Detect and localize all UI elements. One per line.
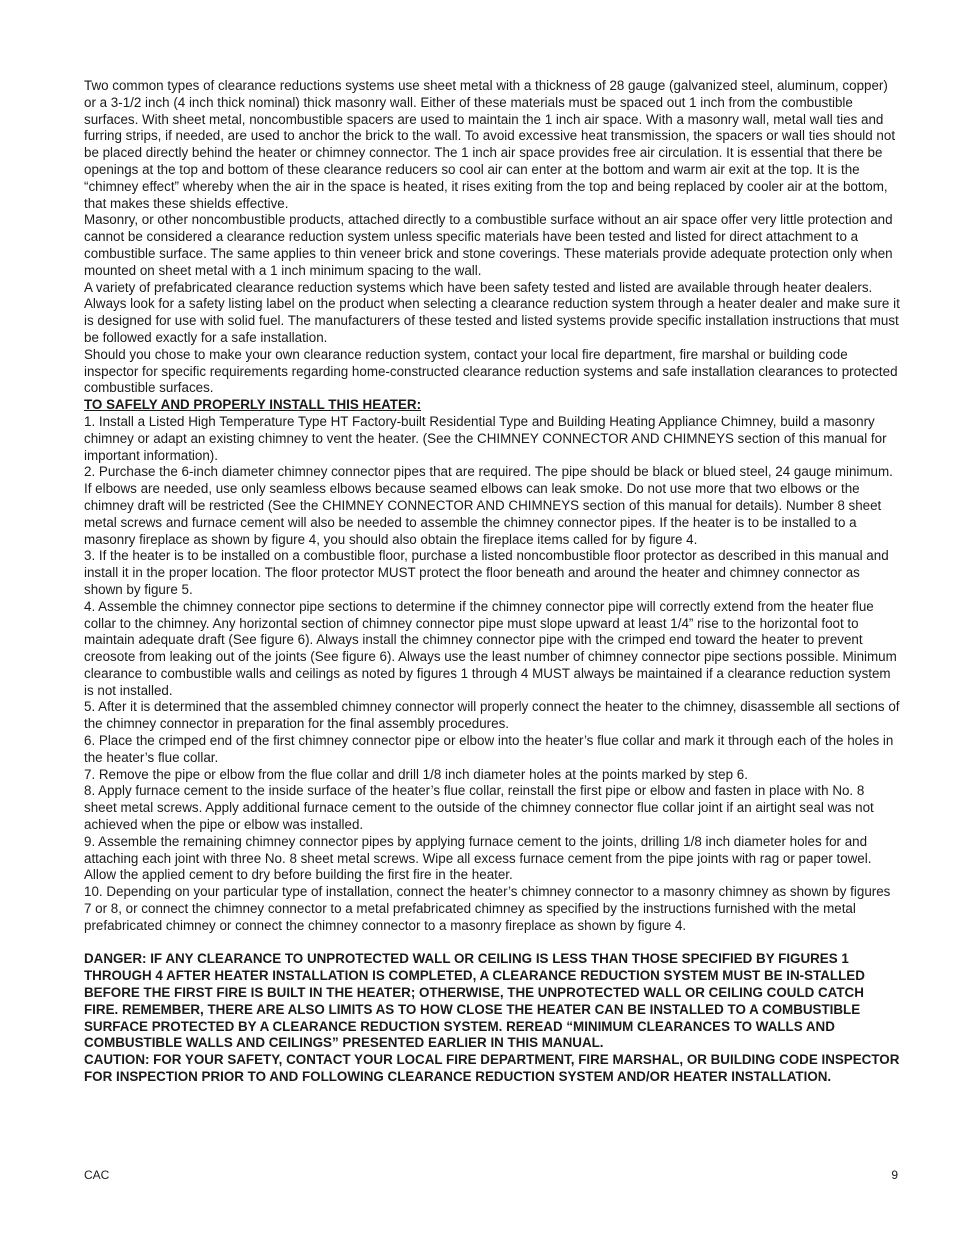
- paragraph-prefabricated: A variety of prefabricated clearance reduction systems which have been safety tested and listed are available through heater dealers. Always look for a safety listing label on the product when selecting a clearance reduction system through a heater dealer and make sure it is designed for use with solid fuel. The manufacturers of these tested and listed systems provide specific installation instructions that must be followed exactly for a safe installation.: [84, 279, 900, 345]
- install-step-1: 1. Install a Listed High Temperature Type HT Factory-built Residential Type and Building Heating Appliance Chimney, build a masonry chimney or adapt an existing chimney to vent the heater. (See the CHIMNEY CONNECTOR AND CHIMNEYS section of this manual for important information).: [84, 413, 887, 463]
- install-step-10: 10. Depending on your particular type of installation, connect the heater’s chimney connector to a masonry chimney as shown by figures 7 or 8, or connect the chimney connector to a metal prefabricated chimney as specified by the instructions furnished with the metal prefabricated chimney or connect the chimney connector to a masonry fireplace as shown by figure 4.: [84, 884, 891, 933]
- page-body: [84, 78, 900, 1086]
- page-number: 9: [891, 1168, 898, 1182]
- install-step-5: 5. After it is determined that the assembled chimney connector will properly connect the heater to the chimney, disassemble all sections of the chimney connector in preparation for the final assembly procedures.: [84, 699, 900, 732]
- paragraph-own-system: Should you chose to make your own clearance reduction system, contact your local fire department, fire marshal or building code inspector for specific requirements regarding home-constructed clearance reduction systems and safe installation clearances to protected combustible surfaces.: [84, 346, 898, 396]
- install-heading: TO SAFELY AND PROPERLY INSTALL THIS HEATER:: [84, 397, 422, 413]
- install-step-8: 8. Apply furnace cement to the inside surface of the heater’s flue collar, reinstall the first pipe or elbow and fasten in place with No. 8 sheet metal screws. Apply additional furnace cement to the outside of the chimney connector flue collar joint if an airtight seal was not achieved when the pipe or elbow was installed.: [84, 783, 874, 833]
- install-step-6: 6. Place the crimped end of the first chimney connector pipe or elbow into the heater’s flue collar and mark it through each of the holes in the heater’s flue collar.: [84, 733, 894, 765]
- paragraph-air-space: Two common types of clearance reductions systems use sheet metal with a thickness of 28 gauge (galvanized steel, aluminum, copper) or a 3-1/2 inch (4 inch thick nominal) thick masonry wall. Either of these materials must be spaced out 1 inch from the combustible surfaces. With sheet metal, noncombustible spacers are used to maintain the 1 inch air space. With a masonry wall, metal wall ties and furring strips, if needed, are used to anchor the brick to the wall. To avoid excessive heat transmission, the spacers or wall ties should not be placed directly behind the heater or chimney connector. The 1 inch air space provides free air circulation. It is essential that there be openings at the top and bottom of these clearance reducers so cool air can enter at the bottom and warm air exit at the top. It is the “chimney effect” whereby when the air in the space is heated, it rises exiting from the top and being replaced by cooler air at the bottom, that makes these shields effective.: [84, 78, 896, 211]
- install-step-7: 7. Remove the pipe or elbow from the flue collar and drill 1/8 inch diameter holes at the points marked by step 6.: [84, 766, 748, 782]
- caution-warning: CAUTION: FOR YOUR SAFETY, CONTACT YOUR LOCAL FIRE DEPARTMENT, FIRE MARSHAL, OR BUILDING CODE INSPECTOR FOR INSPECTION PRIOR TO AND FOLLOWING CLEARANCE REDUCTION SYSTEM AND/OR HEATER INSTALLATION.: [84, 1052, 900, 1085]
- install-step-4: 4. Assemble the chimney connector pipe sections to determine if the chimney connector pipe will correctly extend from the heater flue collar to the chimney. Any horizontal section of chimney connector pipe must slope upward at least 1/4” rise to the horizontal foot to maintain adequate draft (See figure 6). Always install the chimney connector pipe with the crimped end toward the heater to prevent creosote from leaking out of the joints (See figure 6). Always use the least number of chimney connector pipe sections possible. Minimum clearance to combustible walls and ceilings as noted by figures 1 through 4 MUST always be maintained if a clearance reduction system is not installed.: [84, 598, 897, 698]
- footer-brand: CAC: [84, 1168, 110, 1182]
- section-spacer: [84, 935, 900, 952]
- install-step-2: 2. Purchase the 6-inch diameter chimney connector pipes that are required. The pipe should be black or blued steel, 24 gauge minimum. If elbows are needed, use only seamless elbows because seamed elbows can leak smoke. Do not use more that two elbows or the chimney draft will be restricted (See the CHIMNEY CONNECTOR AND CHIMNEYS section of this manual for details). Number 8 sheet metal screws and furnace cement will also be needed to assemble the chimney connector pipes. If the heater is to be installed to a masonry fireplace as shown by figure 4, you should also obtain the fireplace items called for by figure 4.: [84, 464, 893, 547]
- install-step-3: 3. If the heater is to be installed on a combustible floor, purchase a listed noncombustible floor protector as described in this manual and install it in the proper location. The floor protector MUST protect the floor beneath and around the heater and chimney connector as shown by figure 5.: [84, 548, 889, 597]
- install-step-9: 9. Assemble the remaining chimney connector pipes by applying furnace cement to the joints, drilling 1/8 inch diameter holes for and attaching each joint with three No. 8 sheet metal screws. Wipe all excess furnace cement from the pipe joints with rag or paper towel. Allow the applied cement to dry before building the first fire in the heater.: [84, 833, 872, 883]
- paragraph-masonry: Masonry, or other noncombustible products, attached directly to a combustible surface without an air space offer very little protection and cannot be considered a clearance reduction system unless specific materials have been tested and listed for direct attachment to a combustible surface. The same applies to thin veneer brick and stone coverings. These materials provide adequate protection only when mounted on sheet metal with a 1 inch minimum spacing to the wall.: [84, 212, 893, 278]
- danger-warning: DANGER: IF ANY CLEARANCE TO UNPROTECTED WALL OR CEILING IS LESS THAN THOSE SPECIFIED BY FIGURES 1 THROUGH 4 AFTER HEATER INSTALLATION IS COMPLETED, A CLEARANCE REDUCTION SYSTEM MUST BE IN-STALLED BEFORE THE FIRST FIRE IS BUILT IN THE HEATER; OTHERWISE, THE UNPROTECTED WALL OR CEILING COULD CATCH FIRE. REMEMBER, THERE ARE ALSO LIMITS AS TO HOW CLOSE THE HEATER CAN BE INSTALLED TO A COMBUSTIBLE SURFACE PROTECTED BY A CLEARANCE REDUCTION SYSTEM. REREAD “MINIMUM CLEARANCES TO WALLS AND COMBUSTIBLE WALLS AND CEILINGS” PRESENTED EARLIER IN THIS MANUAL.: [84, 951, 865, 1051]
